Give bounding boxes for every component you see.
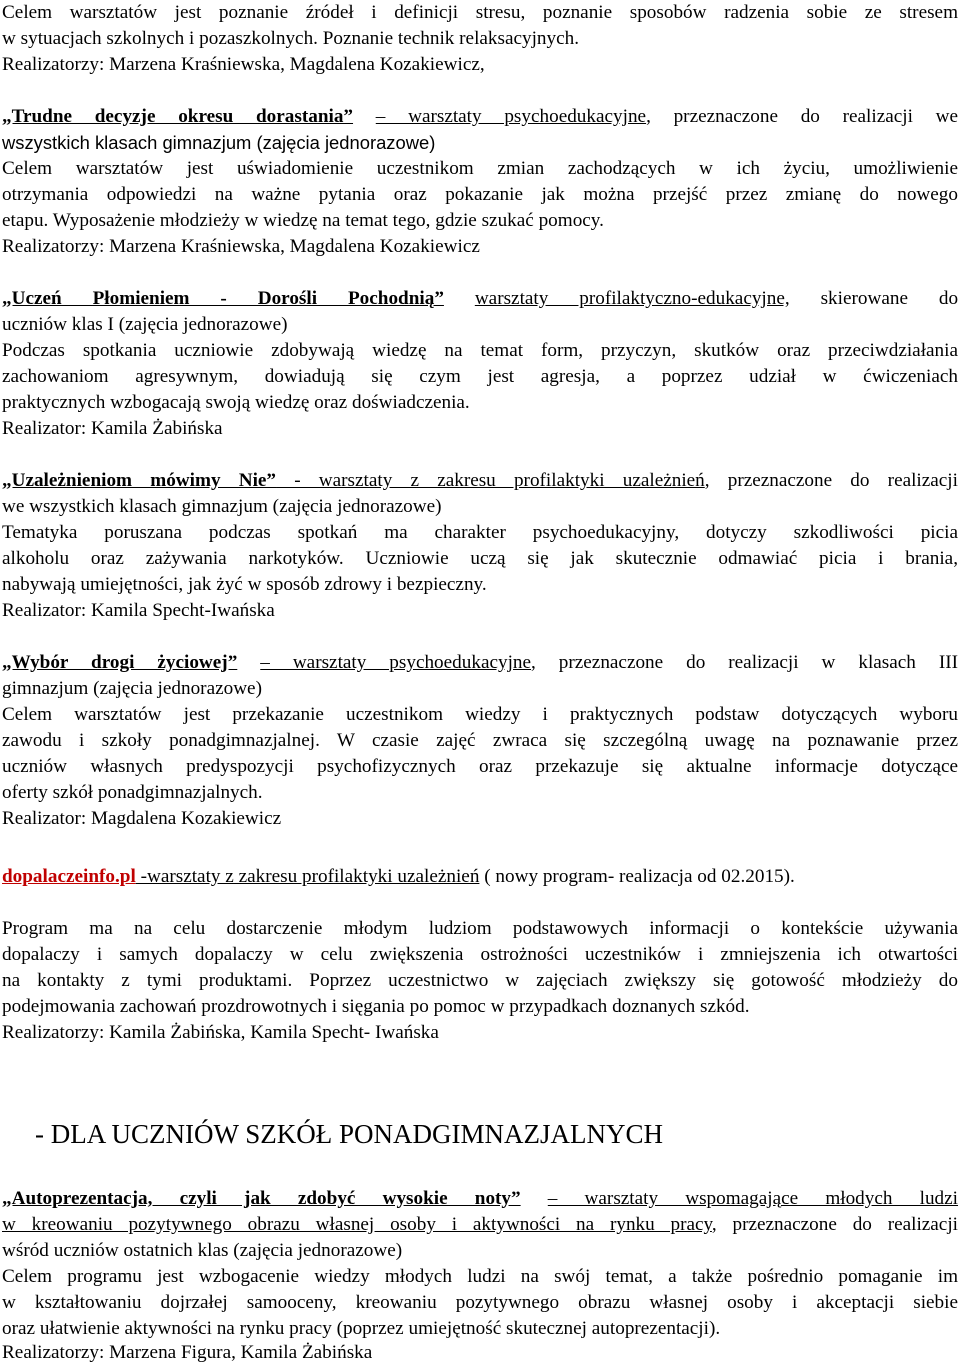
- text-line: [2, 702, 958, 728]
- text-span: w kreowaniu pozytywnego obrazu własnej osoby i aktywności na rynku pracy: [2, 1214, 712, 1235]
- text-span: Realizatorzy: Marzena Figura, Kamila Żabińska: [2, 1342, 373, 1363]
- text-line: [2, 0, 958, 26]
- text-span: wszystkich klasach gimnazjum (zajęcia jednorazowe): [2, 132, 436, 153]
- text-line: [2, 26, 958, 52]
- text-line: [2, 968, 958, 994]
- text-line: [2, 234, 958, 260]
- text-span: Program ma na celu dostarczenie młodym ludziom podstawowych informacji o kontekście używania: [2, 918, 958, 939]
- text-line: [2, 942, 958, 968]
- text-line: [2, 1264, 958, 1290]
- text-line: [2, 780, 958, 806]
- program-link[interactable]: dopalaczeinfo.pl: [2, 866, 136, 887]
- text-span: gimnazjum (zajęcia jednorazowe): [2, 678, 262, 699]
- text-line: [2, 520, 958, 546]
- text-span: Realizatorzy: Kamila Żabińska, Kamila Specht- Iwańska: [2, 1022, 439, 1043]
- text-span: – warsztaty wspomagające młodych ludzi: [547, 1188, 959, 1209]
- text-line: [2, 468, 958, 494]
- text-span: Podczas spotkania uczniowie zdobywają wiedzę na temat form, przyczyn, skutków oraz przeciwdziałania: [2, 340, 958, 361]
- text-line: [2, 494, 958, 520]
- text-span: zachowaniom agresywnym, dowiadują się czym jest agresja, a poprzez udział w ćwiczeniach: [2, 366, 958, 387]
- text-line: [2, 1238, 958, 1264]
- text-span: na kontakty z tymi produktami. Poprzez uczestnictwo w zajęciach zwiększy się gotowość młodzieży do: [2, 970, 958, 991]
- text-line: [2, 1316, 958, 1342]
- text-line: [2, 1186, 958, 1212]
- text-span: „Trudne decyzje okresu dorastania”: [2, 106, 354, 127]
- text-span: uczniów klas I (zajęcia jednorazowe): [2, 314, 288, 335]
- text-span: , przeznaczone do realizacji we: [646, 106, 959, 127]
- text-line: [2, 130, 958, 157]
- text-span: Celem programu jest wzbogacenie wiedzy młodych ludzi na swój temat, a także pośrednio pomaganie im: [2, 1266, 958, 1287]
- text-line: [2, 52, 958, 78]
- text-line: [2, 546, 958, 572]
- text-line: [2, 182, 958, 208]
- text-line: [2, 1212, 958, 1238]
- text-line: [2, 650, 958, 676]
- text-line: [2, 156, 958, 182]
- text-line: [2, 754, 958, 780]
- text-span: alkoholu oraz zażywania narkotyków. Uczniowie uczą się jak skutecznie odmawiać picia i brania,: [2, 548, 958, 569]
- text-span: Realizator: Magdalena Kozakiewicz: [2, 808, 282, 829]
- text-line: [2, 286, 958, 312]
- text-span: otrzymania odpowiedzi na ważne pytania oraz pokazanie jak można przejść przez zmianę do nowego: [2, 184, 958, 205]
- text-span: dopalaczy i samych dopalaczy w celu zwiększenia ostrożności uczestników i zmniejszenia ich otwartości: [2, 944, 958, 965]
- text-span: „Uczeń Płomieniem - Dorośli Pochodnią”: [2, 288, 444, 309]
- text-span: oraz ułatwienie aktywności na rynku pracy (poprzez umiejętność skutecznej autoprezentacji).: [2, 1318, 721, 1339]
- text-line: [2, 104, 958, 130]
- text-line: [2, 1020, 958, 1046]
- text-span: uczniów własnych predyspozycji psychofizycznych oraz przekazuje się aktualne informacje dotyczące: [2, 756, 958, 777]
- text-line: [2, 994, 958, 1020]
- text-line: [2, 598, 958, 624]
- text-span: , przeznaczone do realizacji: [704, 470, 958, 491]
- text-line: [2, 312, 958, 338]
- text-span: skierowane do: [789, 288, 959, 309]
- text-line: [2, 864, 958, 890]
- text-span: Realizatorzy: Marzena Kraśniewska, Magdalena Kozakiewicz,: [2, 54, 485, 75]
- section-heading: - DLA UCZNIÓW SZKÓŁ PONADGIMNAZJALNYCH: [35, 1119, 663, 1149]
- text-line: [2, 338, 958, 364]
- text-span: , przeznaczone do realizacji w klasach III: [531, 652, 959, 673]
- text-line: [2, 1290, 958, 1316]
- text-span: zawodu i szkoły ponadgimnazjalnej. W czasie zajęć zwraca się szczególną uwagę na poznawanie przez: [2, 730, 958, 751]
- text-line: [2, 208, 958, 234]
- text-span: – warsztaty psychoedukacyjne: [375, 106, 647, 127]
- text-span: – warsztaty psychoedukacyjne: [260, 652, 532, 673]
- text-span: oferty szkół ponadgimnazjalnych.: [2, 782, 263, 803]
- text-line: [2, 572, 958, 598]
- text-span: nabywają umiejętności, jak żyć w sposób zdrowy i bezpieczny.: [2, 574, 487, 595]
- text-span: w sytuacjach szkolnych i pozaszkolnych. Poznanie technik relaksacyjnych.: [2, 28, 580, 49]
- text-line: [2, 1340, 958, 1366]
- text-span: Realizator: Kamila Żabińska: [2, 418, 223, 439]
- text-span: Celem warsztatów jest przekazanie uczestnikom wiedzy i praktycznych podstaw dotyczących wyboru: [2, 704, 958, 725]
- text-span: ( nowy program- realizacja od 02.2015).: [479, 866, 795, 887]
- text-span: [521, 1188, 548, 1209]
- text-span: [353, 106, 376, 127]
- text-line: [2, 806, 958, 832]
- text-span: - warsztaty z zakresu profilaktyki uzależnień: [276, 470, 705, 491]
- text-span: praktycznych wzbogacają swoją wiedzę oraz doświadczenia.: [2, 392, 470, 413]
- text-line: [2, 416, 958, 442]
- text-span: warsztaty profilaktyczno-edukacyjne,: [474, 288, 790, 309]
- text-span: „Autoprezentacja, czyli jak zdobyć wysokie noty”: [2, 1188, 521, 1209]
- text-span: podejmowania zachowań prozdrowotnych i sięgania po pomoc w przypadkach doznanych szkód.: [2, 996, 750, 1017]
- text-span: „Wybór drogi życiowej”: [2, 652, 238, 673]
- text-line: [2, 728, 958, 754]
- text-line: [2, 390, 958, 416]
- text-line: [2, 364, 958, 390]
- text-span: Tematyka poruszana podczas spotkań ma charakter psychoedukacyjny, dotyczy szkodliwości picia: [2, 522, 958, 543]
- text-span: Celem warsztatów jest poznanie źródeł i definicji stresu, poznanie sposobów radzenia sobie ze stresem: [2, 2, 958, 23]
- text-span: Celem warsztatów jest uświadomienie uczestnikom zmian zachodzących w ich życiu, umożliwienie: [2, 158, 958, 179]
- text-span: w kształtowaniu dojrzałej samooceny, kreowaniu pozytywnego obrazu własnej osoby i akceptacji siebie: [2, 1292, 958, 1313]
- text-span: we wszystkich klasach gimnazjum (zajęcia jednorazowe): [2, 496, 442, 517]
- text-span: , przeznaczone do realizacji: [711, 1214, 958, 1235]
- text-span: -warsztaty z zakresu profilaktyki uzależnień: [135, 866, 480, 887]
- text-span: „Uzależnieniom mówimy Nie”: [2, 470, 277, 491]
- text-span: Realizatorzy: Marzena Kraśniewska, Magdalena Kozakiewicz: [2, 236, 480, 257]
- text-line: [2, 676, 958, 702]
- text-span: [444, 288, 475, 309]
- text-span: Realizator: Kamila Specht-Iwańska: [2, 600, 275, 621]
- text-span: [237, 652, 260, 673]
- text-line: [2, 916, 958, 942]
- text-span: etapu. Wyposażenie młodzieży w wiedzę na temat tego, gdzie szukać pomocy.: [2, 210, 604, 231]
- text-span: wśród uczniów ostatnich klas (zajęcia jednorazowe): [2, 1240, 403, 1261]
